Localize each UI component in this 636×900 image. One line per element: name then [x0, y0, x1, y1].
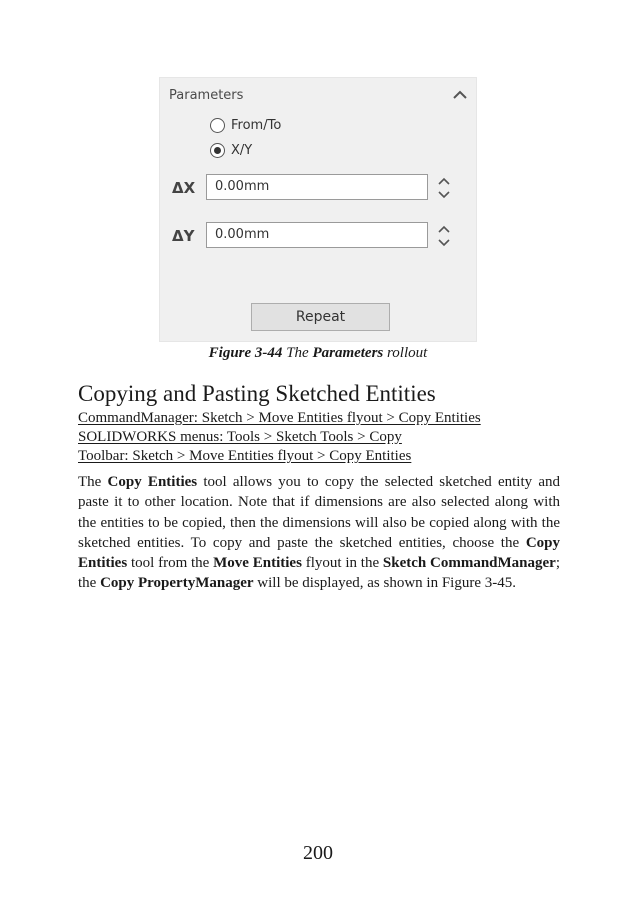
radio-from-to[interactable]	[210, 118, 281, 133]
text-bold: Copy Entities	[107, 474, 198, 490]
caption-the: The	[286, 345, 309, 361]
delta-y-field[interactable]: 0.00mm	[206, 222, 428, 248]
text-run: tool from the	[127, 555, 214, 572]
menu-path-toolbar: Toolbar: Sketch > Move Entities flyout > Copy Entities	[78, 448, 412, 464]
caption-name: Parameters	[312, 345, 384, 361]
radio-button-selected[interactable]	[210, 143, 225, 158]
text-run: will be displayed, as shown in Figure 3-45.	[253, 575, 517, 592]
text-bold: Move Entities	[213, 555, 302, 572]
text-run: ; the	[78, 555, 561, 592]
chevron-up-icon[interactable]	[452, 88, 468, 102]
text-run: The	[78, 474, 108, 490]
radio-button[interactable]	[210, 118, 225, 133]
delta-y-spinner-icon[interactable]	[432, 222, 456, 250]
caption-rest: rollout	[387, 345, 428, 361]
caption-figure-ref: Figure 3-44	[208, 345, 283, 361]
menu-path-solidworks-menus: SOLIDWORKS menus: Tools > Sketch Tools > Copy	[78, 429, 402, 445]
parameters-rollout-figure	[159, 77, 477, 342]
menu-path-commandmanager: CommandManager: Sketch > Move Entities flyout > Copy Entities	[78, 410, 481, 426]
text-bold: Copy Entities	[78, 534, 560, 572]
rollout-title: Parameters	[169, 88, 244, 103]
radio-x-y[interactable]	[210, 143, 252, 158]
radio-label: X/Y	[231, 143, 253, 158]
delta-x-spinner-icon[interactable]	[432, 174, 456, 202]
body-paragraph	[78, 472, 560, 594]
delta-x-field[interactable]: 0.00mm	[206, 174, 428, 200]
page-number: 200	[303, 842, 333, 864]
figure-caption	[0, 345, 636, 362]
radio-label: From/To	[231, 118, 282, 133]
text-run: tool allows you to copy the selected sketched entity and paste it to other location. Note that if dimensions are also selected along with the entities to be copied, then the dimensions will also be copied along with the sketched entities. To copy and paste the sketched entities, choose the	[78, 474, 561, 551]
text-bold: Sketch CommandManager	[382, 555, 556, 572]
delta-x-label: ΔX	[172, 179, 196, 197]
text-run: flyout in the	[301, 555, 383, 572]
section-heading: Copying and Pasting Sketched Entities	[78, 381, 436, 406]
text-bold: Copy PropertyManager	[100, 575, 254, 592]
repeat-button[interactable]: Repeat	[251, 303, 390, 331]
delta-y-label: ΔY	[172, 227, 195, 245]
